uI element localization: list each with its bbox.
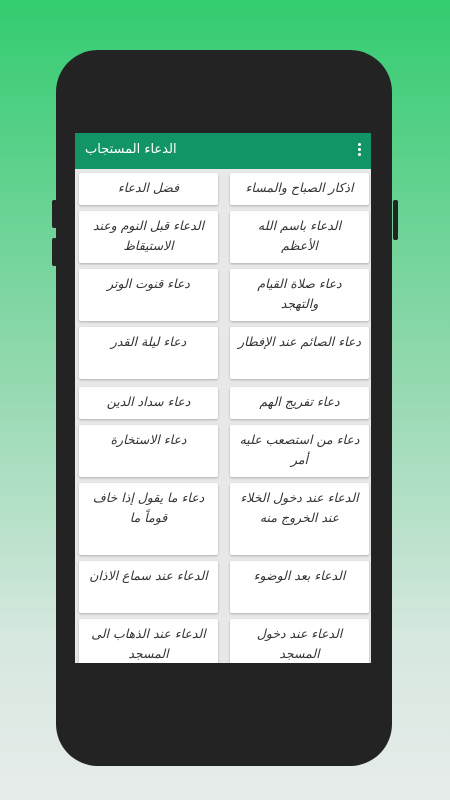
list-item[interactable] <box>230 387 369 419</box>
list-item[interactable] <box>230 327 369 379</box>
phone-side-button <box>393 200 398 240</box>
list-item-label: الدعاء قبل النوم وعند الاستيقاظ <box>92 218 205 253</box>
list-item-label: الدعاء عند دخول الخلاء عند الخروج منه <box>240 490 359 525</box>
list-item[interactable] <box>79 327 218 379</box>
list-item[interactable] <box>79 425 218 477</box>
list-item[interactable] <box>79 269 218 321</box>
phone-side-button <box>52 238 57 266</box>
list-item-label: دعاء الصائم عند الإفطار <box>238 334 361 349</box>
list-item-label: الدعاء بعد الوضوء <box>253 568 346 583</box>
list-item[interactable] <box>230 425 369 477</box>
list-item-label: دعاء صلاة القيام والتهجد <box>257 276 342 311</box>
list-item-label: دعاء من استصعب عليه أمر <box>239 432 360 467</box>
list-item-label: اذكار الصباح والمساء <box>245 180 354 195</box>
list-item-label: الدعاء عند الذهاب الى المسجد <box>91 626 206 661</box>
list-item[interactable] <box>79 483 218 555</box>
list-item[interactable] <box>79 561 218 613</box>
list-item-label: دعاء ليلة القدر <box>110 334 187 349</box>
list-item-label: الدعاء باسم الله الأعظم <box>257 218 342 253</box>
list-item[interactable] <box>230 211 369 263</box>
list-item[interactable] <box>79 619 218 663</box>
list-item-label: فضل الدعاء <box>117 180 180 195</box>
list-item[interactable] <box>79 173 218 205</box>
list-item-label: دعاء تفريج الهم <box>259 394 340 409</box>
app-title: الدعاء المستجاب <box>85 142 177 157</box>
list-item-label: دعاء ما يقول إذا خاف قوماً ما <box>92 490 205 525</box>
dua-grid <box>75 169 371 663</box>
list-item-label: الدعاء عند دخول المسجد <box>256 626 343 661</box>
list-item[interactable] <box>230 173 369 205</box>
list-item[interactable] <box>79 211 218 263</box>
list-item-label: دعاء سداد الدين <box>106 394 191 409</box>
app-screen <box>75 133 371 663</box>
list-item[interactable] <box>79 387 218 419</box>
list-item[interactable] <box>230 269 369 321</box>
overflow-menu-icon[interactable] <box>353 143 365 159</box>
phone-side-button <box>52 200 57 228</box>
list-item-label: دعاء قنوت الوتر <box>107 276 190 291</box>
list-item[interactable] <box>230 561 369 613</box>
list-item-label: الدعاء عند سماع الاذان <box>89 568 208 583</box>
list-item-label: دعاء الاستخارة <box>110 432 187 447</box>
list-item[interactable] <box>230 619 369 663</box>
list-item[interactable] <box>230 483 369 555</box>
app-bar <box>75 133 371 169</box>
